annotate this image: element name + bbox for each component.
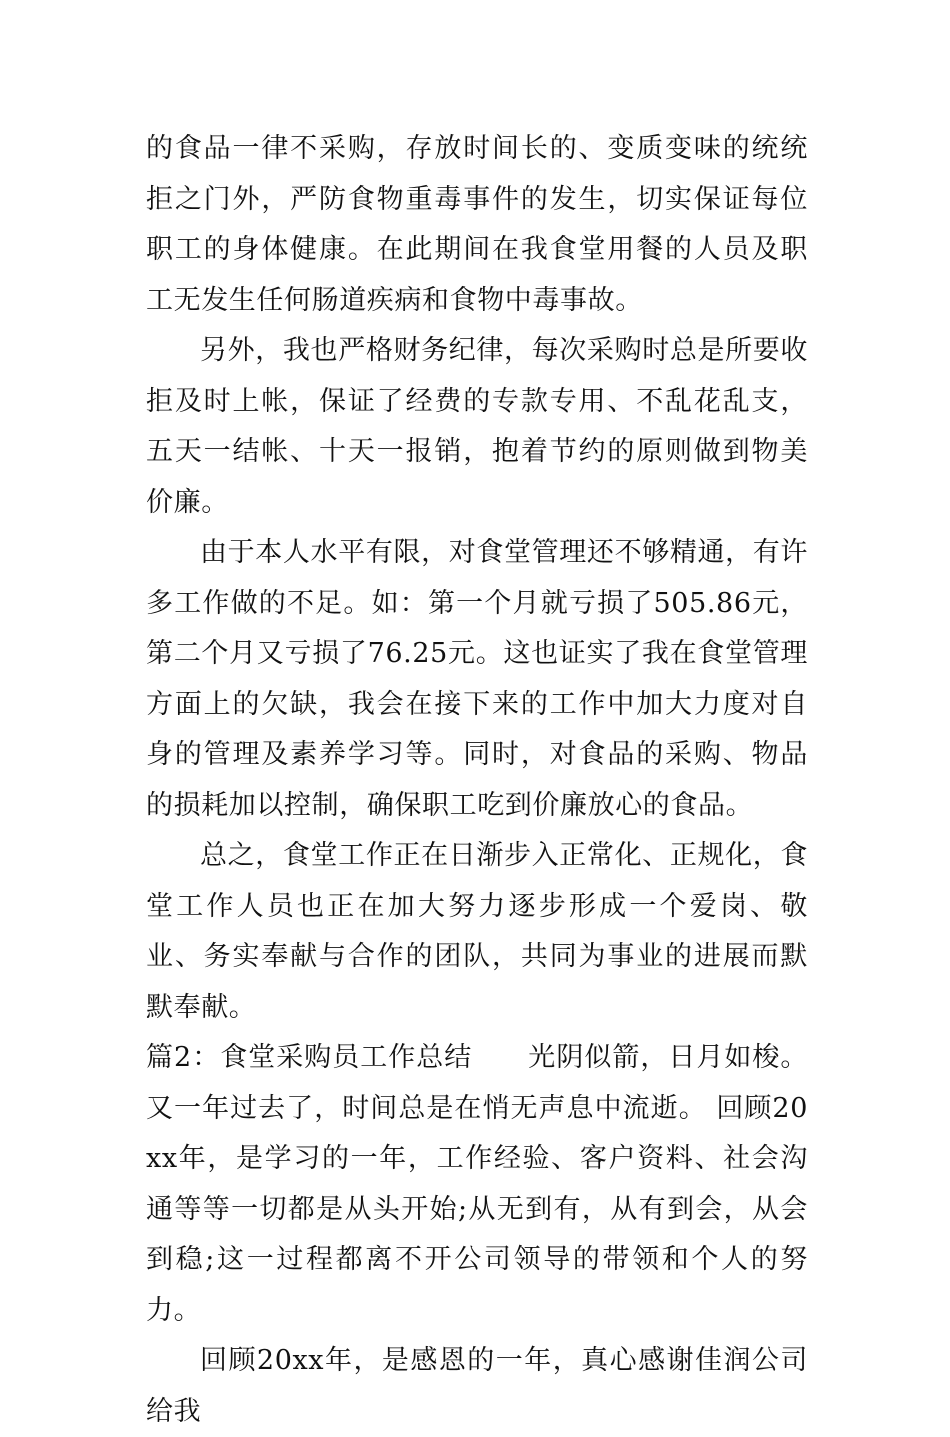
paragraph-food-safety: 的食品一律不采购，存放时间长的、变质变味的统统拒之门外，严防食物重毒事件的发生，切实保证每位职工的身体健康。在此期间在我食堂用餐的人员及职工无发生任何肠道疾病和食物中毒事故。 — [146, 133, 808, 316]
paragraph-summary: 总之，食堂工作正在日渐步入正常化、正规化，食堂工作人员也正在加大努力逐步形成一个爱岗、敬业、务实奉献与合作的团队，共同为事业的进展而默默奉献。 — [146, 840, 808, 1023]
paragraph-finance-discipline: 另外，我也严格财务纪律，每次采购时总是所要收拒及时上帐，保证了经费的专款专用、不乱花乱支，五天一结帐、十天一报销，抱着节约的原则做到物美价廉。 — [146, 335, 808, 518]
document-body — [146, 124, 808, 1437]
paragraph-shortcomings: 由于本人水平有限，对食堂管理还不够精通，有许多工作做的不足。如：第一个月就亏损了505.86元，第二个月又亏损了76.25元。这也证实了我在食堂管理方面上的欠缺，我会在接下来的工作中加大力度对自身的管理及素养学习等。同时，对食品的采购、物品的损耗加以控制，确保职工吃到价廉放心的食品。 — [146, 537, 808, 821]
paragraph-gratitude: 回顾20xx年，是感恩的一年，真心感谢佳润公司给我 — [146, 1345, 808, 1427]
paragraph-section-2-heading: 篇2：食堂采购员工作总结 光阴似箭，日月如梭。又一年过去了，时间总是在悄无声息中流逝。 回顾20xx年，是学习的一年，工作经验、客户资料、社会沟通等等一切都是从头开始;从无到有，从有到会，从会到稳;这一过程都离不开公司领导的带领和个人的努力。 — [146, 1042, 808, 1326]
